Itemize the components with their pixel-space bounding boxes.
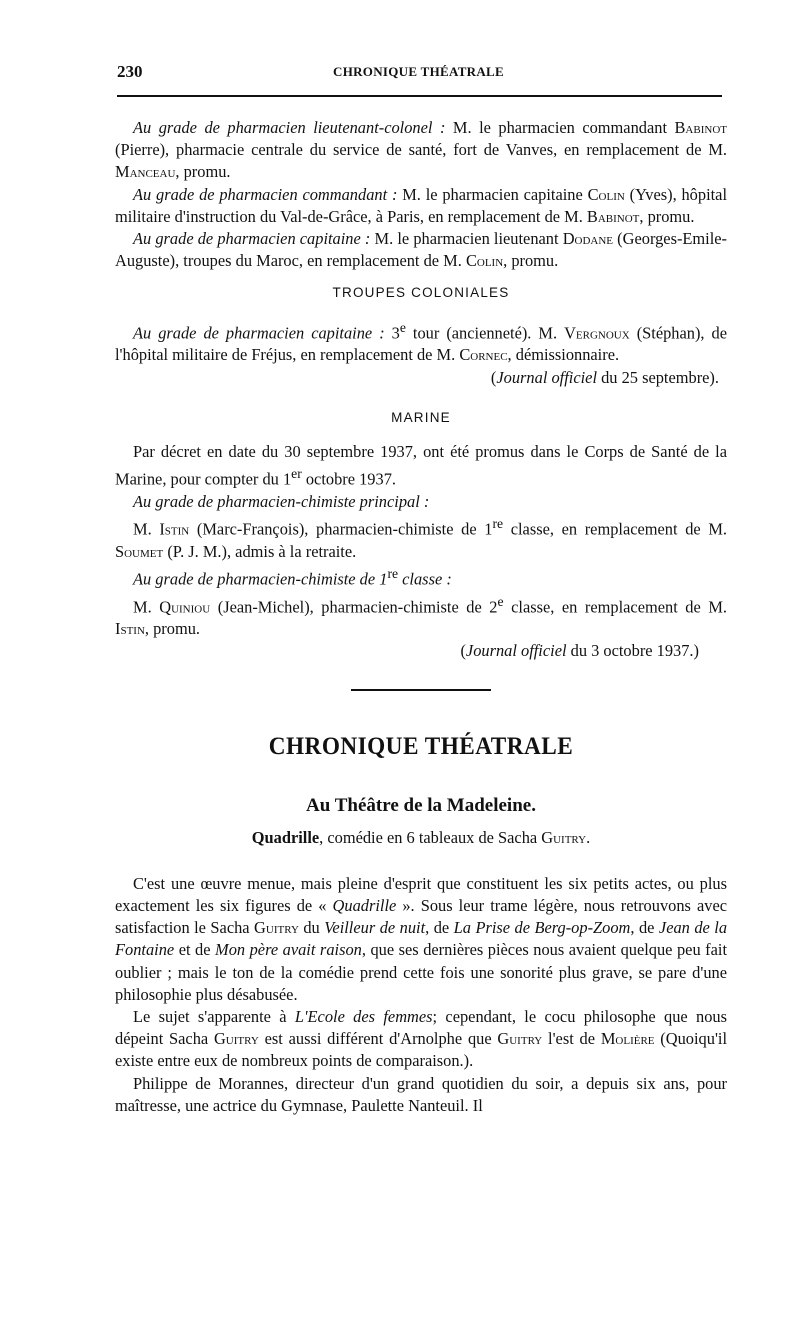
header-rule bbox=[117, 95, 722, 97]
section-heading-troupes-coloniales: TROUPES COLONIALES bbox=[332, 285, 510, 301]
page-body bbox=[115, 117, 727, 1117]
paragraph-review-subject: Le sujet s'apparente à L'Ecole des femmes; cependant, le cocu philosophe que nous dépeint Sacha Guitry est aussi différent d'Arnolphe que Guitry l'est de Molière (Quoiqu'il existe entre eux de nombreux points de comparaison.). bbox=[115, 1007, 727, 1071]
page-number: 230 bbox=[117, 62, 143, 81]
paragraph-review-plot: Philippe de Morannes, directeur d'un grand quotidien du soir, a depuis six ans, pour maîtresse, une actrice du Gymnase, Paulette Nanteuil. Il bbox=[115, 1073, 727, 1115]
page-header bbox=[117, 62, 720, 86]
chronique-title: CHRONIQUE THÉATRALE bbox=[268, 732, 574, 760]
paragraph-grade-1re-classe: Au grade de pharmacien-chimiste de 1re classe : bbox=[133, 565, 452, 589]
paragraph-promotion-commandant: Au grade de pharmacien commandant : M. le pharmacien capitaine Colin (Yves), hôpital militaire d'instruction du Val-de-Grâce, à Paris, en remplacement de M. Babinot, promu. bbox=[115, 184, 728, 226]
section-divider bbox=[351, 689, 491, 691]
running-head: CHRONIQUE THÉATRALE bbox=[333, 64, 504, 79]
paragraph-promotion-capitaine: Au grade de pharmacien capitaine : M. le pharmacien lieutenant Dodane (Georges-Emile-Auguste), troupes du Maroc, en remplacement de M. Colin, promu. bbox=[115, 229, 728, 271]
paragraph-promotion-lieutenant-colonel: Au grade de pharmacien lieutenant-colonel : M. le pharmacien commandant Babinot (Pierre), pharmacie centrale du service de santé, fort de Vanves, en remplacement de M. Manceau, promu. bbox=[115, 118, 727, 182]
play-subtitle: Quadrille, comédie en 6 tableaux de Sacha Guitry. bbox=[251, 827, 591, 847]
paragraph-troupes-coloniales: Au grade de pharmacien capitaine : 3e tour (ancienneté). M. Vergnoux (Stéphan), de l'hôpital militaire de Fréjus, en remplacement de M. Cornec, démissionnaire. bbox=[115, 319, 727, 365]
source-citation-1: (Journal officiel du 25 septembre). bbox=[490, 367, 719, 387]
paragraph-istin: M. Istin (Marc-François), pharmacien-chimiste de 1re classe, en remplacement de M. Soumet (P. J. M.), admis à la retraite. bbox=[115, 515, 727, 561]
theatre-title: Au Théâtre de la Madeleine. bbox=[306, 794, 536, 816]
section-heading-marine: MARINE bbox=[391, 409, 451, 425]
paragraph-quiniou: M. Quiniou (Jean-Michel), pharmacien-chimiste de 2e classe, en remplacement de M. Istin, promu. bbox=[115, 593, 727, 639]
source-citation-2: (Journal officiel du 3 octobre 1937.) bbox=[460, 641, 699, 661]
paragraph-marine-decret: Par décret en date du 30 septembre 1937, ont été promus dans le Corps de Santé de la Marine, pour compter du 1er octobre 1937. bbox=[115, 441, 727, 489]
paragraph-grade-principal: Au grade de pharmacien-chimiste principal : bbox=[133, 491, 430, 511]
paragraph-review-intro: C'est une œuvre menue, mais pleine d'esprit que constituent les six petits actes, ou plus exactement les six figures de « Quadrille ». Sous leur trame légère, nous retrouvons avec satisfaction le Sacha Guitry du Veilleur de nuit, de La Prise de Berg-op-Zoom, de Jean de la Fontaine et de Mon père avait raison, que ses dernières pièces nous avaient quelque peu fait oublier ; mais le ton de la comédie prend cette fois une sonorité plus grave, se pare d'une philosophie plus désabusée. bbox=[115, 873, 728, 1004]
